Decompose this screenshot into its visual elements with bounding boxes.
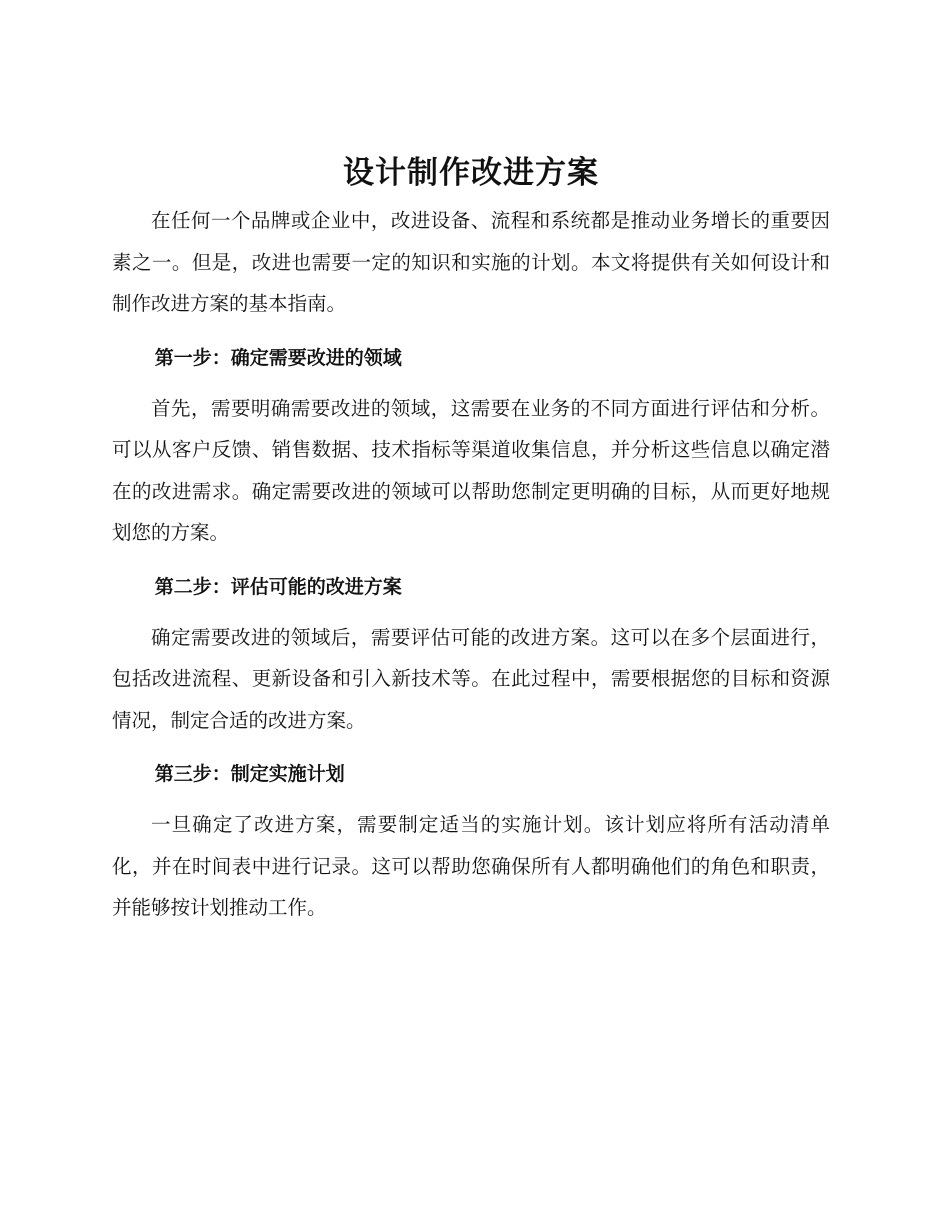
section-heading-step-2: 第二步：评估可能的改进方案 (154, 575, 402, 598)
document-title: 设计制作改进方案 (343, 155, 599, 191)
section-heading-step-3: 第三步：制定实施计划 (154, 763, 345, 785)
section-body-step-2: 确定需要改进的领域后，需要评估可能的改进方案。这可以在多个层面进行，包括改进流程、更新设备和引入新技术等。在此过程中，需要根据您的目标和资源情况，制定合适的改进方案。 (112, 625, 830, 732)
intro-paragraph: 在任何一个品牌或企业中，改进设备、流程和系统都是推动业务增长的重要因素之一。但是，改进也需要一定的知识和实施的计划。本文将提供有关如何设计和制作改进方案的基本指南。 (112, 209, 830, 315)
document-content (112, 148, 830, 929)
section-heading-step-1: 第一步：确定需要改进的领域 (154, 346, 402, 369)
section-body-step-3: 一旦确定了改进方案，需要制定适当的实施计划。该计划应将所有活动清单化，并在时间表中进行记录。这可以帮助您确保所有人都明确他们的角色和职责，并能够按计划推动工作。 (112, 813, 830, 919)
section-body-step-1: 首先，需要明确需要改进的领域，这需要在业务的不同方面进行评估和分析。可以从客户反馈、销售数据、技术指标等渠道收集信息，并分析这些信息以确定潜在的改进需求。确定需要改进的领域可以帮助您制定更明确的目标，从而更好地规划您的方案。 (112, 396, 830, 544)
